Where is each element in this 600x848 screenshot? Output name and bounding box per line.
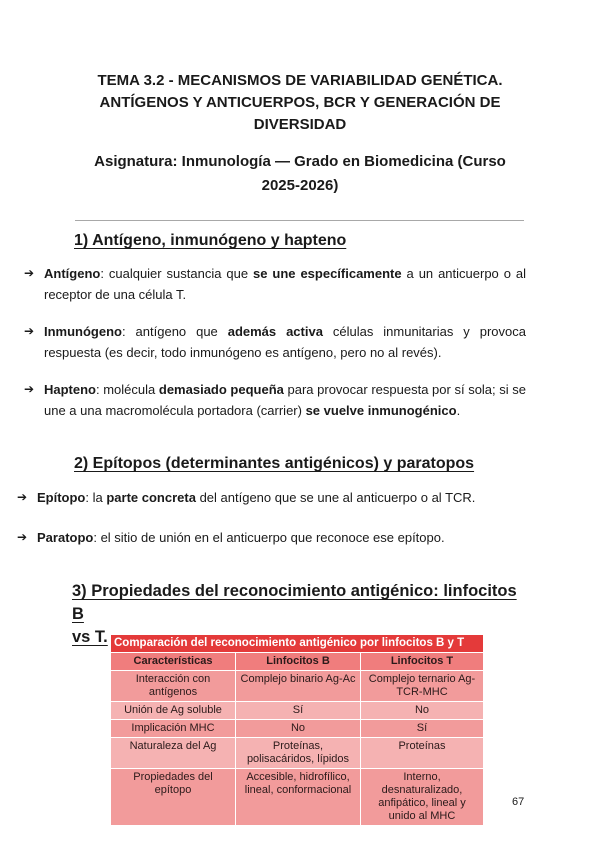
divider (75, 220, 524, 221)
text: del antígeno que se une al anticuerpo o al TCR. (195, 490, 476, 505)
bullet-epitopo (17, 487, 527, 508)
heading-line: vs T. (72, 628, 108, 646)
bullet-paratopo (17, 527, 527, 548)
emphasis: además activa (227, 324, 323, 339)
table-cell: Proteínas (361, 738, 484, 769)
arrow-icon: ➔ (17, 490, 28, 504)
text: : la (85, 490, 107, 505)
table-row (111, 720, 484, 738)
subject-text: Asignatura: Inmunología — Grado en Biomedicina (Curso (94, 153, 506, 170)
table-cell: Accesible, hidrofílico, lineal, conformacional (236, 769, 361, 826)
table-cell: Sí (361, 720, 484, 738)
title-line: DIVERSIDAD (253, 116, 347, 133)
table-header-cell: Linfocitos B (236, 653, 361, 671)
text: : molécula (96, 382, 159, 397)
arrow-icon: ➔ (24, 266, 35, 280)
term: Paratopo (37, 530, 94, 545)
title-line: ANTÍGENOS Y ANTICUERPOS, BCR Y GENERACIÓN DE (99, 94, 501, 111)
text: para provocar respuesta por sí sola; si se une a una macromolécula portadora (carrier) (44, 382, 527, 418)
term: Antígeno (44, 266, 101, 281)
table-cell: Implicación MHC (111, 720, 236, 738)
text: . (456, 403, 461, 418)
table-cell: No (361, 702, 484, 720)
bullet-hapteno (24, 379, 527, 421)
page-number: 67 (512, 796, 525, 808)
emphasis: se une específicamente (253, 266, 402, 281)
text: : cualquier sustancia que (100, 266, 254, 281)
table-header-cell: Características (111, 653, 236, 671)
emphasis: demasiado pequeña (158, 382, 284, 397)
table-cell: Interno, desnaturalizado, anfipático, lineal y unido al MHC (361, 769, 484, 826)
table-title: Comparación del reconocimiento antigénico por linfocitos B y T (111, 635, 484, 653)
table-cell: Complejo binario Ag-Ac (236, 671, 361, 702)
section-heading-2: 2) Epítopos (determinantes antigénicos) y paratopos (74, 455, 475, 472)
document-title (80, 70, 520, 136)
table-cell: Sí (236, 702, 361, 720)
table-row (111, 738, 484, 769)
arrow-icon: ➔ (24, 324, 35, 338)
term: Inmunógeno (44, 324, 122, 339)
title-line: TEMA 3.2 - MECANISMOS DE VARIABILIDAD GENÉTICA. (97, 72, 503, 89)
table-cell: Naturaleza del Ag (111, 738, 236, 769)
table-cell: No (236, 720, 361, 738)
table-cell: Interacción con antígenos (111, 671, 236, 702)
bullet-inmunogeno (24, 321, 526, 363)
emphasis: se vuelve inmunogénico (305, 403, 457, 418)
table-row (111, 769, 484, 826)
text: células inmunitarias y provoca respuesta (es decir, todo inmunógeno es antígeno, pero no al revés). (44, 324, 526, 360)
table-cell: Propiedades del epítopo (111, 769, 236, 826)
table-cell: Unión de Ag soluble (111, 702, 236, 720)
subject-line (80, 150, 520, 198)
comparison-table (110, 634, 484, 826)
text: a un anticuerpo o al receptor de una célula T. (44, 266, 526, 302)
section-heading-1: 1) Antígeno, inmunógeno y hapteno (74, 232, 347, 249)
text: : antígeno que (122, 324, 228, 339)
table-row (111, 671, 484, 702)
table-header-cell: Linfocitos T (361, 653, 484, 671)
term: Hapteno (44, 382, 96, 397)
heading-line: 3) Propiedades del reconocimiento antigénico: linfocitos B (72, 582, 517, 623)
table-row (111, 702, 484, 720)
term: Epítopo (37, 490, 86, 505)
table-cell: Complejo ternario Ag-TCR-MHC (361, 671, 484, 702)
table-cell: Proteínas, polisacáridos, lípidos (236, 738, 361, 769)
bullet-antigeno (24, 263, 526, 305)
arrow-icon: ➔ (24, 382, 35, 396)
subject-text: 2025-2026) (261, 177, 339, 194)
emphasis: parte concreta (106, 490, 196, 505)
text: : el sitio de unión en el anticuerpo que reconoce ese epítopo. (93, 530, 445, 545)
arrow-icon: ➔ (17, 530, 28, 544)
